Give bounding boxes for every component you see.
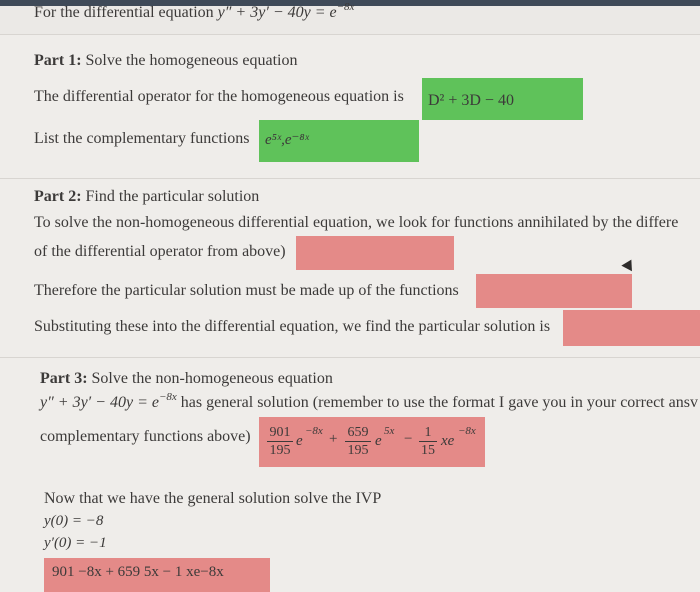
- frac1: [267, 425, 293, 458]
- part1-title: Solve the homogeneous equation: [85, 52, 298, 69]
- part3-line1-rest: has general solution (remember to use the format I gave you in your correct ansv: [180, 394, 698, 411]
- part3-label: Part 3:: [40, 370, 88, 387]
- part1-operator-prompt: The differential operator for the homogeneous equation is: [34, 88, 404, 105]
- frac3-bar: [419, 441, 437, 442]
- part3-exponent: −8x: [158, 391, 177, 403]
- part3-line2: complementary functions above): [40, 428, 251, 445]
- header-exponent: −8x: [336, 1, 355, 13]
- header-equation: y″ + 3y′ − 40y = e: [217, 4, 337, 21]
- ivp-answer-value: 901 −8x + 659 5x − 1 xe−8x: [52, 564, 224, 580]
- term2-exponent: 5x: [384, 425, 395, 437]
- frac1-denominator: 195: [269, 443, 291, 458]
- term3-base: xe: [441, 433, 455, 449]
- term1-base: e: [296, 433, 303, 449]
- mouse-cursor-icon: [621, 257, 636, 271]
- operator-answer-value: D² + 3D − 40: [428, 92, 514, 109]
- frac2-numerator: 659: [347, 425, 369, 440]
- part2-divider: [0, 357, 700, 358]
- term3-exponent: −8x: [458, 425, 476, 437]
- header-prefix: For the differential equation: [34, 4, 214, 21]
- annihilator-answer-field[interactable]: [296, 236, 454, 270]
- part3-line1: [40, 391, 698, 412]
- ivp-condition-1: y(0) = −8: [44, 513, 104, 529]
- frac1-bar: [267, 441, 293, 442]
- operator-answer-field[interactable]: [422, 78, 583, 120]
- complementary-answer-field[interactable]: [259, 120, 419, 162]
- general-solution-field[interactable]: [259, 417, 485, 467]
- particular-solution-field[interactable]: [563, 310, 700, 346]
- ivp-condition-2: y′(0) = −1: [44, 535, 107, 551]
- term1-exponent: −8x: [305, 425, 323, 437]
- frac3-denominator: 15: [421, 443, 435, 458]
- part2-line2: of the differential operator from above): [34, 243, 286, 260]
- frac1-numerator: 901: [269, 425, 291, 440]
- part1-label: Part 1:: [34, 52, 82, 69]
- part1-divider: [0, 178, 700, 179]
- ivp-answer-field[interactable]: [44, 558, 270, 592]
- part2-line3: Therefore the particular solution must be made up of the functions: [34, 282, 459, 299]
- ivp-prompt: Now that we have the general solution solve the IVP: [44, 490, 382, 507]
- complementary-answer-value: e⁵ˣ,e⁻⁸ˣ: [265, 132, 309, 148]
- part3-heading: [40, 370, 333, 388]
- term2-base: e: [375, 433, 382, 449]
- header-divider: [0, 34, 700, 35]
- frac2: [345, 425, 371, 458]
- particular-functions-field[interactable]: [476, 274, 632, 308]
- part1-complementary-prompt: List the complementary functions: [34, 130, 250, 147]
- part2-title: Find the particular solution: [85, 188, 260, 205]
- frac3-numerator: 1: [424, 425, 432, 440]
- frac3: [419, 425, 437, 458]
- part1-heading: [34, 52, 298, 70]
- part2-heading: [34, 188, 259, 206]
- part2-line1: To solve the non-homogeneous differential equation, we look for functions annihilated by the differe: [34, 214, 679, 231]
- frac2-bar: [345, 441, 371, 442]
- part2-label: Part 2:: [34, 188, 82, 205]
- minus-sign: −: [404, 431, 413, 447]
- part2-line4: Substituting these into the differential equation, we find the particular solution is: [34, 318, 551, 335]
- frac2-denominator: 195: [347, 443, 369, 458]
- part3-title: Solve the non-homogeneous equation: [91, 370, 333, 387]
- part3-equation: y″ + 3y′ − 40y = e: [40, 394, 159, 411]
- plus-sign: +: [329, 431, 338, 447]
- header-question: [34, 1, 355, 22]
